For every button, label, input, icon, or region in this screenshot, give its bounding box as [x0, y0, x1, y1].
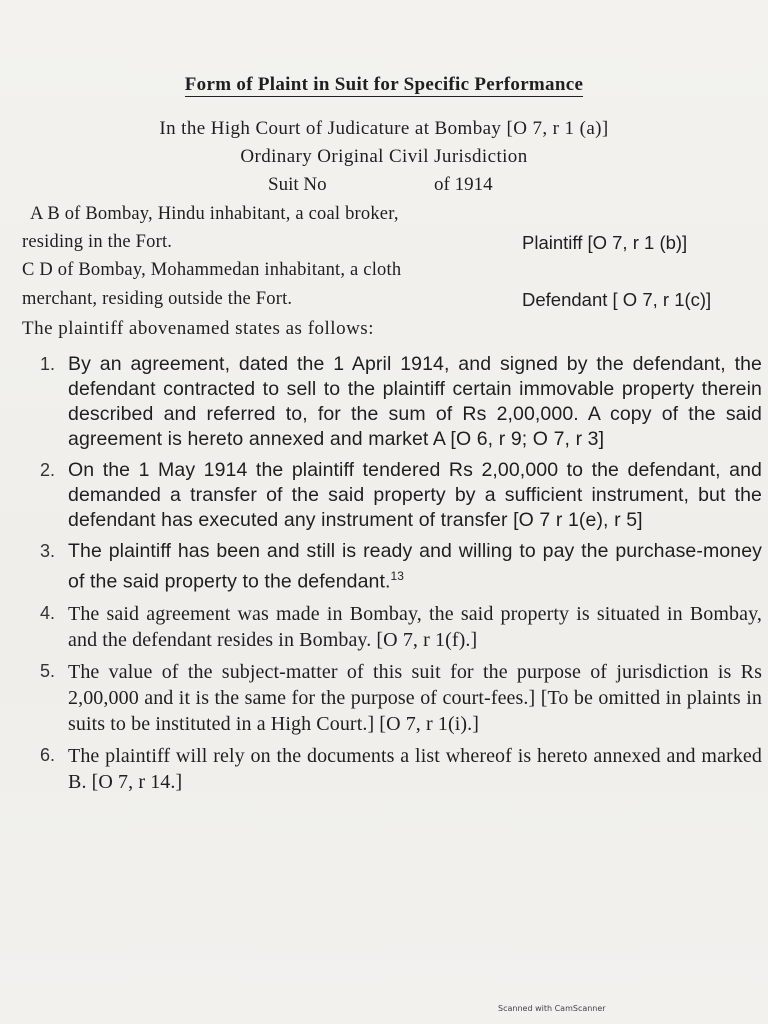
jurisdiction-line: Ordinary Original Civil Jurisdiction [240, 146, 528, 167]
suit-year: of 1914 [434, 174, 493, 195]
footnote-marker: 13 [390, 569, 405, 583]
paragraph-item [40, 352, 762, 452]
paragraph-number: 3. [40, 541, 56, 561]
paragraph-text: The said agreement was made in Bombay, the said property is situated in Bombay, and the defendant resides in Bombay. [O 7, r 1(f).] [68, 602, 762, 651]
court-line: In the High Court of Judicature at Bombay [O 7, r 1 (a)] [159, 118, 609, 139]
plaintiff-line-1: A B of Bombay, Hindu inhabitant, a coal broker, [30, 204, 399, 224]
plaintiff-role: Plaintiff [O 7, r 1 (b)] [522, 232, 688, 253]
paragraph-number: 5. [40, 660, 56, 681]
scanner-watermark: Scanned with CamScanner [498, 1004, 606, 1013]
paragraph-item [40, 743, 762, 795]
paragraph-number: 2. [40, 460, 56, 480]
paragraph-item [40, 539, 762, 595]
paragraph-text: The value of the subject-matter of this suit for the purpose of jurisdiction is Rs 2,00,000 and it is the same for the purpose of court-fees.] [To be omitted in plaints in suits to be instituted in a High Court.] [O 7, r 1(i).] [68, 660, 762, 735]
defendant-role: Defendant [ O 7, r 1(c)] [522, 289, 712, 310]
paragraph-text: The plaintiff will rely on the documents a list whereof is hereto annexed and marked B. [O 7, r 14.] [68, 744, 762, 793]
paragraph-text: By an agreement, dated the 1 April 1914, and signed by the defendant, the defendant contracted to sell to the plaintiff certain immovable property therein described and referred to, for the sum of Rs 2,00,000. A copy of the said agreement is hereto annexed and market A [O 6, r 9; O 7, r 3] [68, 353, 762, 450]
paragraph-text: On the 1 May 1914 the plaintiff tendered Rs 2,00,000 to the defendant, and demanded a transfer of the said property by a sufficient instrument, but the defendant has executed any instrument of transfer [O 7 r 1(e), r 5] [68, 459, 762, 531]
paragraph-text-body: The plaintiff has been and still is ready and willing to pay the purchase-money of the said property to the defendant. [68, 540, 762, 593]
defendant-line-2: merchant, residing outside the Fort. [22, 289, 293, 309]
defendant-line-1: C D of Bombay, Mohammedan inhabitant, a cloth [22, 260, 402, 280]
paragraph-item [40, 659, 762, 737]
plaintiff-line-2: residing in the Fort. [22, 232, 173, 252]
paragraph-number: 6. [40, 744, 56, 765]
document-title: Form of Plaint in Suit for Specific Performance [184, 74, 584, 95]
paragraph-item [40, 458, 762, 533]
paragraph-number: 1. [40, 354, 56, 374]
suit-no-label: Suit No [268, 174, 327, 195]
paragraph-item [40, 601, 762, 653]
paragraph-list [40, 352, 762, 801]
paragraph-text [68, 539, 762, 595]
paragraph-number: 4. [40, 602, 56, 623]
states-line: The plaintiff abovenamed states as follows: [22, 318, 374, 339]
